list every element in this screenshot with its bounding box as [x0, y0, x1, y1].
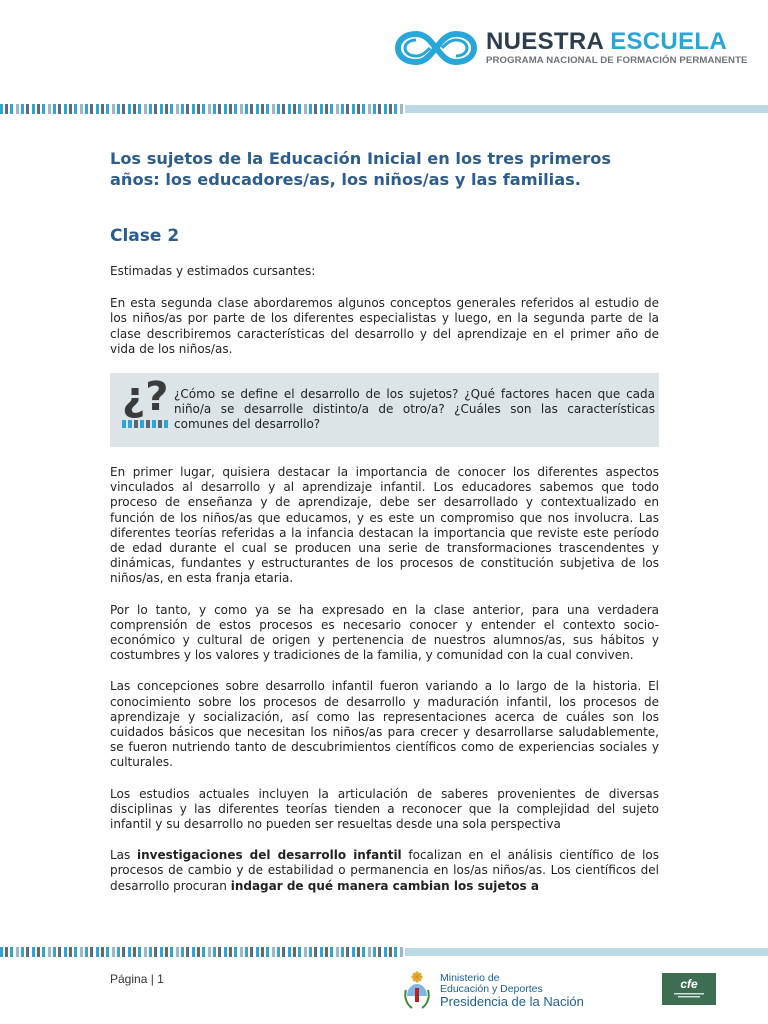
- intro-paragraph: En esta segunda clase abordaremos algunos conceptos generales referidos al estudio de los niños/as por parte de los diferentes especialistas y luego, en la segunda parte de la clase describiremos características del desarrollo y del aprendizaje en el primer año de vida de los niños/as.: [110, 296, 659, 356]
- reflection-question-box: [110, 373, 659, 447]
- cfe-logo: [662, 973, 716, 1005]
- cfe-label: cfe: [680, 977, 698, 991]
- paragraph-4: Los estudios actuales incluyen la articulación de saberes provenientes de diversas disciplinas y las diferentes teorías tienden a reconocer que la complejidad del sujeto infantil y su desarrollo no pueden ser resueltas desde una sola perspectiva: [110, 786, 659, 832]
- decorative-stripe-bottom: [0, 947, 768, 957]
- dotted-bar-icon: [122, 420, 170, 428]
- paragraph-1: En primer lugar, quisiera destacar la importancia de conocer los diferentes aspectos vinculados al desarrollo y al aprendizaje infantil. Los educadores sabemos que todo proceso de enseñanza y de aprendizaje, debe ser desarrollado y contextualizado en función de los niños/as que educamos, y es este un compromiso que nos involucra. Las diferentes teorías referidas a la infancia destacan la importancia que reviste este período de edad durante el cual se producen una serie de transformaciones trascendentes y dinámicas, fundantes y estructurantes de los procesos de constitución subjetiva de los niños/as, en esta franja etaria.: [110, 465, 659, 586]
- class-title: Clase 2: [110, 226, 180, 246]
- ministry-line-1: Ministerio de: [440, 972, 500, 984]
- paragraph-5: Las investigaciones del desarrollo infantil focalizan en el análisis científico de los procesos de cambio y de estabilidad o permanencia en los/as niños/as. Los científicos del desarrollo procuran indagar de qué manera cambian los sujetos a: [110, 848, 659, 893]
- document-title: Los sujetos de la Educación Inicial en los tres primeros años: los educadores/as, los niños/as y las familias.: [110, 149, 612, 189]
- question-text: ¿Cómo se define el desarrollo de los sujetos? ¿Qué factores hacen que cada niño/a se desarrolle distinto/a de otro/a? ¿Cuáles son las características comunes del desarrollo?: [174, 387, 655, 432]
- ministry-line-3: Presidencia de la Nación: [440, 994, 584, 1009]
- ministry-line-2: Educación y Deportes: [440, 983, 543, 995]
- page-header: [0, 0, 768, 100]
- ministry-logo: [402, 970, 642, 1014]
- paragraph-2: Por lo tanto, y como ya se ha expresado en la clase anterior, para una verdadera comprensión de estos procesos es necesario conocer y entender el contexto socio-económico y cultural de origen y pertenencia de nuestros alumnos/as, sus hábitos y costumbres y los valores y tradiciones de la familia, y comunidad con la cual conviven.: [110, 602, 659, 663]
- question-mark-icon: ¿?: [122, 374, 169, 421]
- brand-subtitle: PROGRAMA NACIONAL DE FORMACIÓN PERMANENTE: [486, 55, 748, 66]
- bold-term-2: indagar de qué manera cambian los sujetos a: [230, 878, 539, 893]
- greeting: Estimadas y estimados cursantes:: [110, 264, 316, 278]
- document-body: [110, 148, 659, 894]
- brand-name: NUESTRA ESCUELA: [486, 28, 727, 55]
- paragraph-3: Las concepciones sobre desarrollo infantil fueron variando a lo largo de la historia. El conocimiento sobre los procesos de desarrollo y maduración infantil, los procesos de aprendizaje y socialización, así como las representaciones acerca de cuáles son los cuidados básicos que necesitan los niños/as para crecer y desarrollarse saludablemente, se fueron nutriendo tanto de descubrimientos científicos como de experiencias sociales y culturales.: [110, 679, 659, 770]
- bold-term-1: investigaciones del desarrollo infantil: [137, 848, 402, 863]
- coat-of-arms-icon: [402, 970, 432, 1010]
- decorative-stripe-top: [0, 104, 768, 114]
- infinity-icon: [394, 28, 478, 68]
- cfe-fine-print: [666, 993, 712, 1000]
- nuestra-escuela-logo: [394, 28, 748, 72]
- page-number: Página | 1: [110, 972, 164, 986]
